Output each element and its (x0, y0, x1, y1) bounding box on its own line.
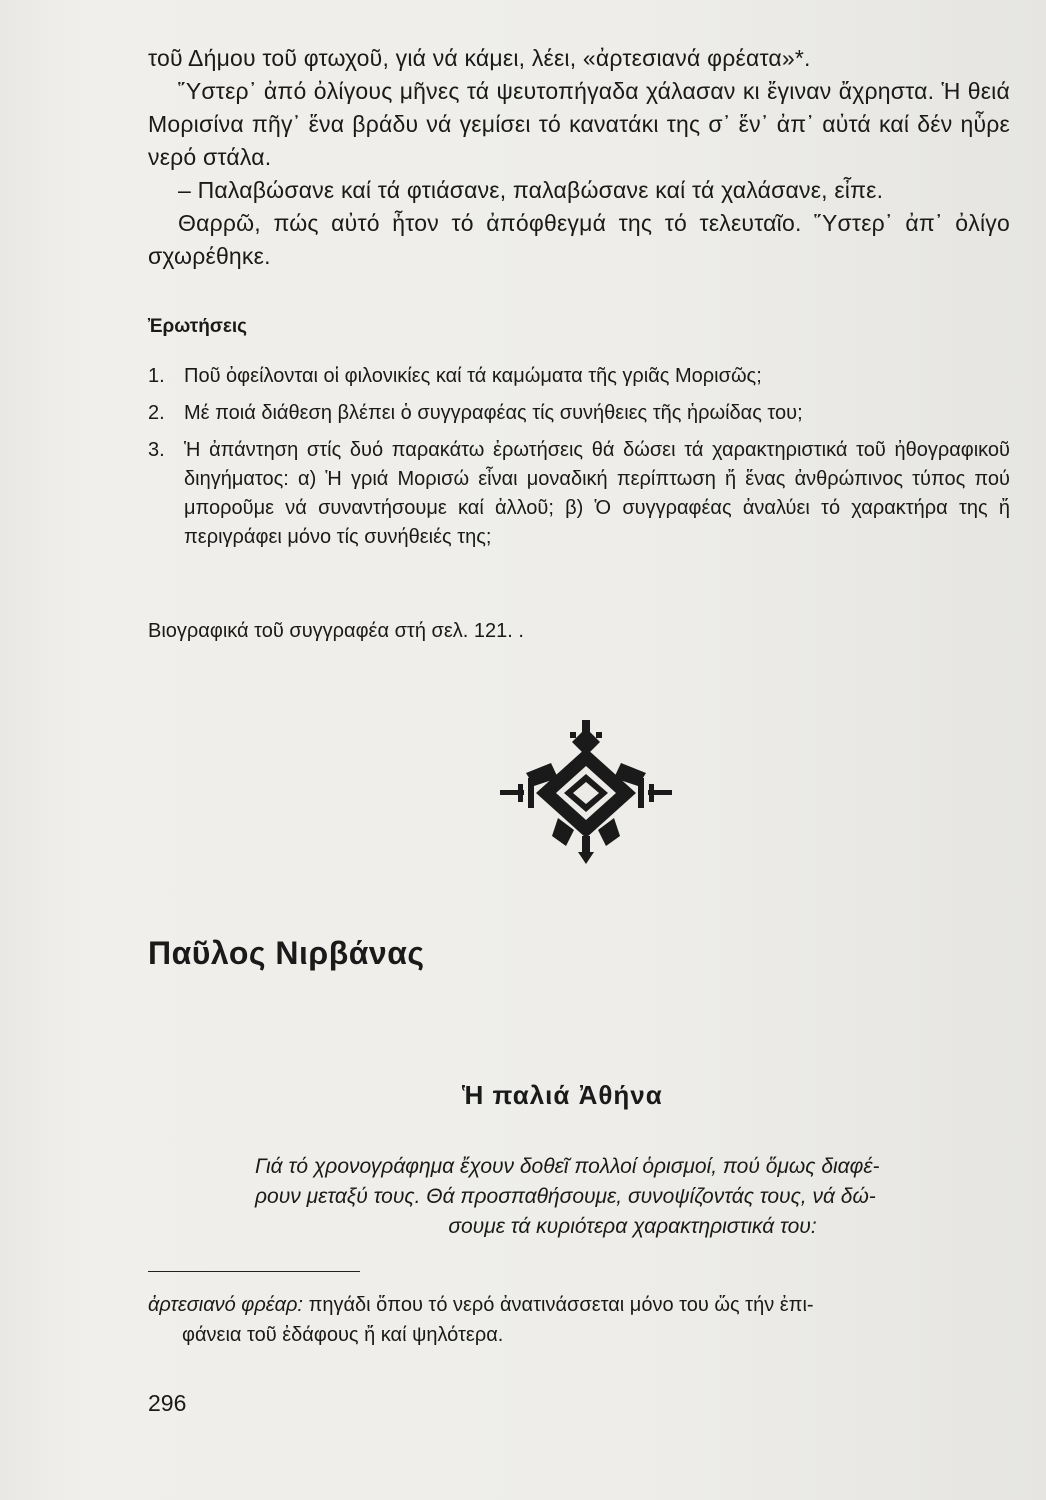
intro-line: ρουν μεταξύ τους. Θά προσπαθήσουμε, συνοψίζοντάς τους, νά δώ- (255, 1185, 876, 1208)
story-paragraph: τοῦ Δήμου τοῦ φτωχοῦ, γιά νά κάμει, λέει, «ἀρτεσιανά φρέατα»*. (148, 45, 811, 71)
question-number: 2. (148, 402, 165, 424)
footnote-divider (148, 1271, 360, 1272)
question-number: 1. (148, 365, 165, 387)
author-name: Παῦλος Νιρβάνας (148, 935, 425, 971)
intro-paragraph (255, 1152, 1010, 1242)
question-number: 3. (148, 439, 165, 461)
footnote (148, 1290, 1010, 1350)
story-dialogue: – Παλαβώσανε καί τά φτιάσανε, παλαβώσανε καί τά χαλάσανε, εἶπε. (178, 177, 884, 203)
question-item (148, 362, 1010, 391)
question-item (148, 399, 1010, 428)
intro-line: Γιά τό χρονογράφημα ἔχουν δοθεῖ πολλοί ὁρισμοί, πού ὅμως διαφέ- (255, 1155, 880, 1178)
page-number: 296 (148, 1390, 187, 1416)
questions-list (148, 362, 1010, 560)
story-paragraph: Ὕστερ᾽ ἀπό ὀλίγους μῆνες τά ψευτοπήγαδα χάλασαν κι ἔγιναν ἄχρηστα. Ἡ θειά Μορισίνα πῆγ᾽ ἕνα βράδυ νά γεμίσει τό κανατάκι της σ᾽ ἕν᾽ ἀπ᾽ αὐτά καί δέν ηὗρε νερό στάλα. (148, 78, 1010, 170)
footnote-text: πηγάδι ὅπου τό νερό ἀνατινάσσεται μόνο του ὥς τήν ἐπι- (308, 1294, 814, 1316)
question-text: Ποῦ ὀφείλονται οἱ φιλονικίες καί τά καμώματα τῆς γριᾶς Μορισῶς; (184, 365, 762, 387)
question-item (148, 436, 1010, 552)
footnote-term: ἀρτεσιανό φρέαρ: (148, 1294, 303, 1316)
question-text: Ἡ ἀπάντηση στίς δυό παρακάτω ἐρωτήσεις θά δώσει τά χαρακτηριστικά τοῦ ἠθογραφικοῦ διηγήματος: α) Ἡ γριά Μορισώ εἶναι μοναδική περίπτωση ἤ ἕνας ἀνθρώπινος τύπος πού μποροῦμε νά συναντήσουμε καί ἀλλοῦ; β) Ὁ συγγραφέας ἀναλύει τό χαρακτήρα της ἤ περιγράφει μόνο τίς συνήθειές της; (184, 439, 1010, 548)
footnote-continuation: φάνεια τοῦ ἐδάφους ἤ καί ψηλότερα. (182, 1324, 504, 1346)
question-text: Μέ ποιά διάθεση βλέπει ὁ συγγραφέας τίς συνήθειες τῆς ἡρωίδας του; (184, 402, 803, 424)
story-paragraph: Θαρρῶ, πώς αὐτό ἦτον τό ἀπόφθεγμά της τό τελευταῖο. Ὕστερ᾽ ἀπ᾽ ὀλίγο σχωρέθηκε. (148, 210, 1010, 269)
folk-embroidery-ornament-icon (496, 718, 676, 873)
story-ending (148, 42, 1010, 273)
text-title: Ἡ παλιά Ἀθήνα (462, 1080, 663, 1110)
questions-heading: Ἐρωτήσεις (148, 316, 248, 337)
bio-note: Βιογραφικά τοῦ συγγραφέα στή σελ. 121. . (148, 620, 524, 642)
intro-line: σουμε τά κυριότερα χαρακτηριστικά του: (448, 1215, 817, 1238)
